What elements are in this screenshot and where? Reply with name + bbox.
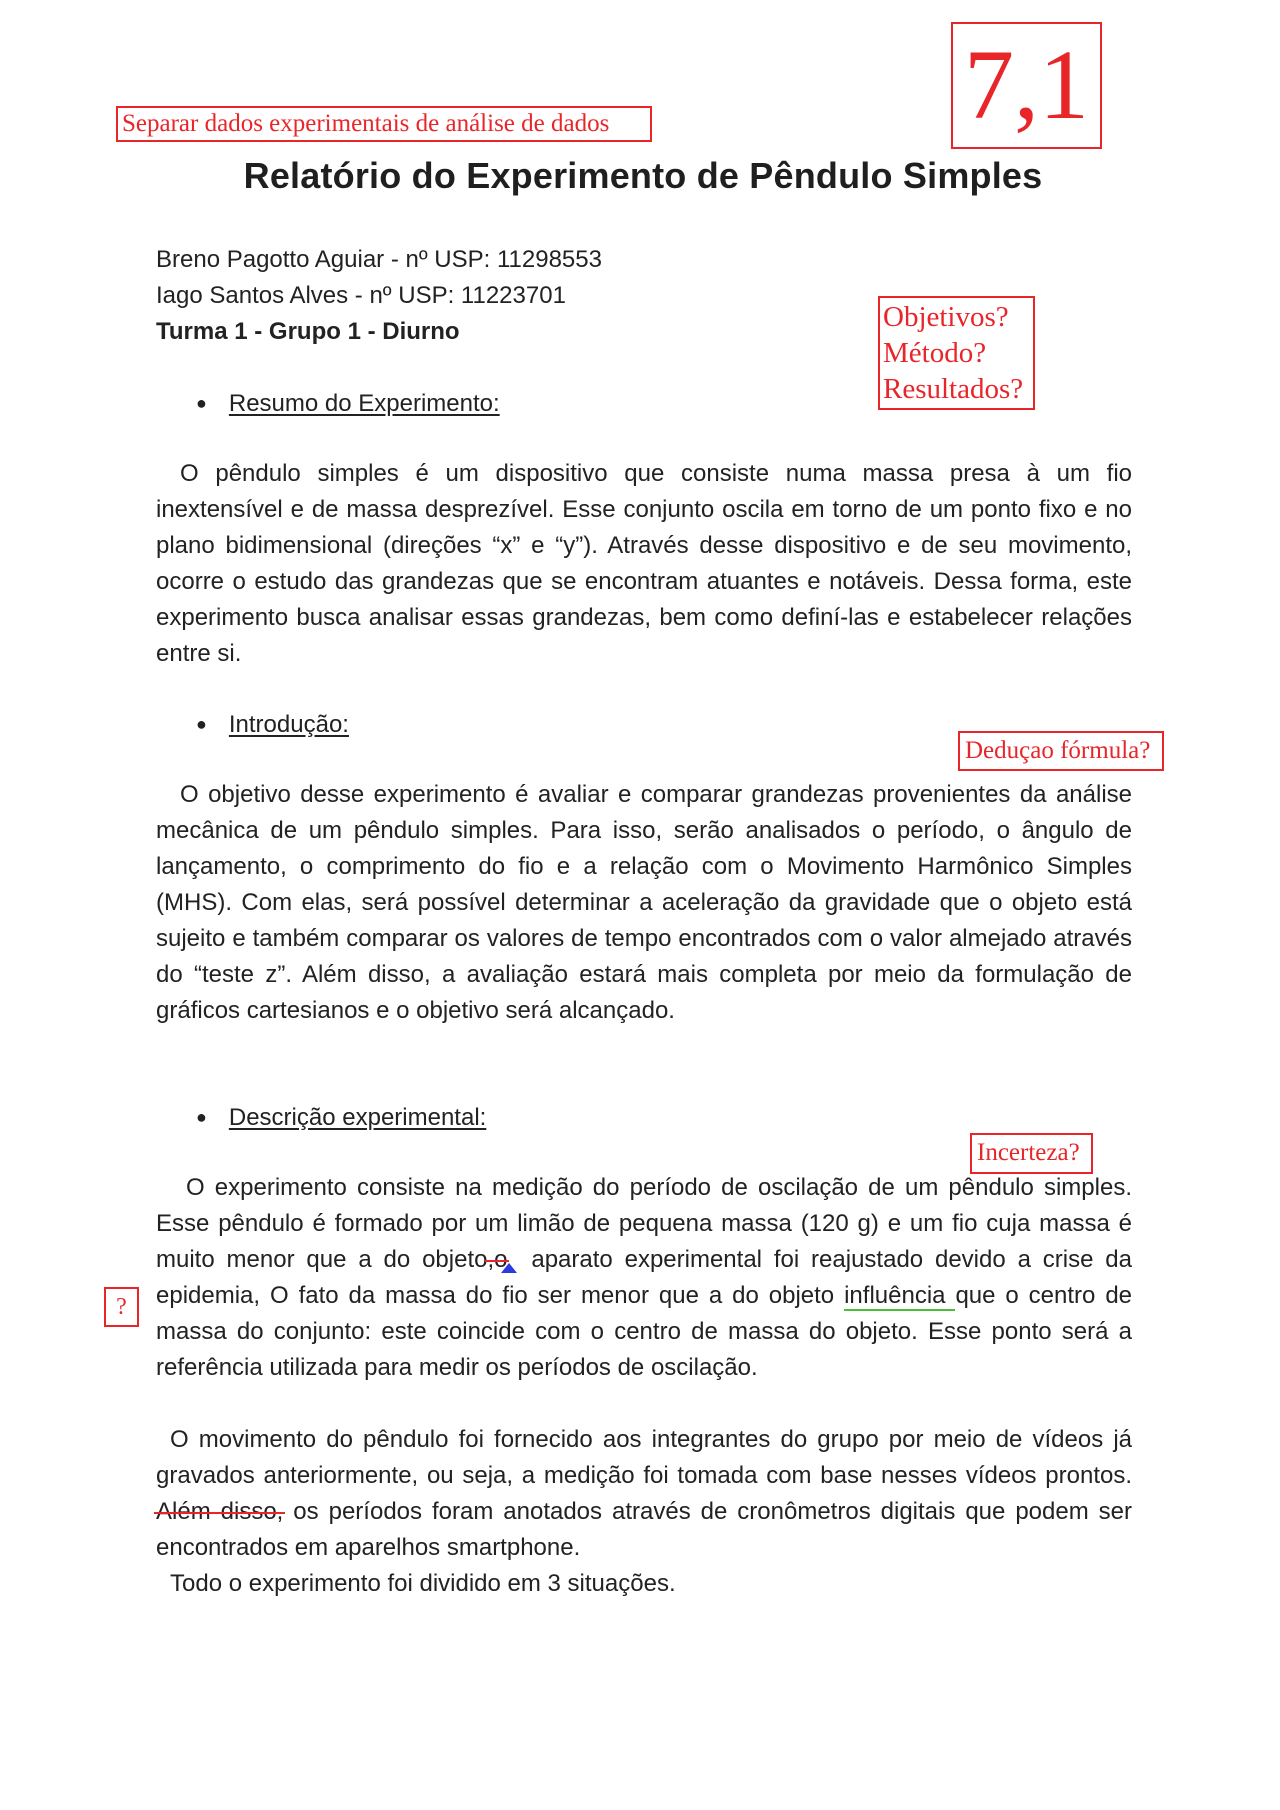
- annotation-separate-data: Separar dados experimentais de análise de dados: [116, 106, 652, 142]
- bullet-icon: ●: [196, 393, 207, 413]
- annotation-method-line: Método?: [883, 337, 987, 369]
- section-heading-intro: [196, 706, 349, 743]
- grade-box: 7,1: [951, 22, 1102, 149]
- intro-heading-text: Introdução:: [228, 711, 349, 738]
- insertion-caret-icon: [501, 1263, 517, 1273]
- section-heading-summary: [196, 385, 500, 422]
- experimental-p1-part-b: aparato experimental foi reajustado devido a crise da epidemia, O fato da massa do fio ser menor que a do objeto: [156, 1246, 1132, 1309]
- struck-alem-disso: Além disso,: [156, 1498, 284, 1525]
- annotation-question-mark: ?: [104, 1287, 139, 1327]
- experimental-paragraph-2: [156, 1422, 1132, 1566]
- annotation-formula-deduction: Deduçao fórmula?: [958, 731, 1164, 771]
- experimental-p1-part-c: que o centro de massa do conjunto: este coincide com o centro de massa do objeto. Esse ponto será a referência utilizada para medir os períodos de oscilação.: [156, 1282, 1133, 1381]
- class-line: Turma 1 - Grupo 1 - Diurno: [156, 318, 460, 345]
- summary-paragraph: O pêndulo simples é um dispositivo que consiste numa massa presa à um fio inextensível e de massa desprezível. Esse conjunto oscila em torno de um ponto fixo e no plano bidimensional (direções “x” e “y”). Através desse dispositivo e de seu movimento, ocorre o estudo das grandezas que se encontram atuantes e notáveis. Dessa forma, este experimento busca analisar essas grandezas, bem como definí-las e estabelecer relações entre si.: [156, 460, 1132, 667]
- summary-heading-text: Resumo do Experimento:: [228, 390, 500, 417]
- experimental-paragraph-1: [156, 1170, 1132, 1386]
- struck-comma: ,o: [487, 1246, 508, 1273]
- underlined-influencia: influência: [844, 1282, 956, 1309]
- annotation-objectives: [878, 296, 1035, 410]
- experimental-heading-text: Descrição experimental:: [228, 1104, 487, 1131]
- annotation-objectives-line: Objetivos?: [883, 301, 1009, 333]
- annotation-uncertainty: Incerteza?: [970, 1133, 1093, 1174]
- experimental-p1-part-a: O experimento consiste na medição do período de oscilação de um pêndulo simples. Esse pêndulo é formado por um limão de pequena massa (120 g) e um fio cuja massa é muito menor que a do objeto: [156, 1174, 1132, 1273]
- bullet-icon: ●: [196, 1107, 207, 1127]
- experimental-paragraph-3: Todo o experimento foi dividido em 3 situações.: [170, 1570, 676, 1597]
- intro-paragraph: O objetivo desse experimento é avaliar e comparar grandezas provenientes da análise mecânica de um pêndulo simples. Para isso, serão analisados o período, o ângulo de lançamento, o comprimento do fio e a relação com o Movimento Harmônico Simples (MHS). Com elas, será possível determinar a aceleração da gravidade que o objeto está sujeito e também comparar os valores de tempo encontrados com o valor almejado através do “teste z”. Além disso, a avaliação estará mais completa por meio da formulação de gráficos cartesianos e o objetivo será alcançado.: [156, 781, 1132, 1024]
- experimental-p2-part-b: os períodos foram anotados através de cronômetros digitais que podem ser encontrados em aparelhos smartphone.: [156, 1498, 1133, 1561]
- annotation-results-line: Resultados?: [883, 373, 1024, 405]
- author-1: Breno Pagotto Aguiar - nº USP: 11298553: [156, 246, 602, 273]
- page-title: Relatório do Experimento de Pêndulo Simples: [243, 155, 1043, 196]
- section-heading-experimental: [196, 1099, 486, 1136]
- author-2: Iago Santos Alves - nº USP: 11223701: [156, 282, 566, 309]
- bullet-icon: ●: [196, 714, 207, 734]
- experimental-p2-part-a: O movimento do pêndulo foi fornecido aos integrantes do grupo por meio de vídeos já gravados anteriormente, ou seja, a medição foi tomada com base nesses vídeos prontos.: [156, 1426, 1132, 1489]
